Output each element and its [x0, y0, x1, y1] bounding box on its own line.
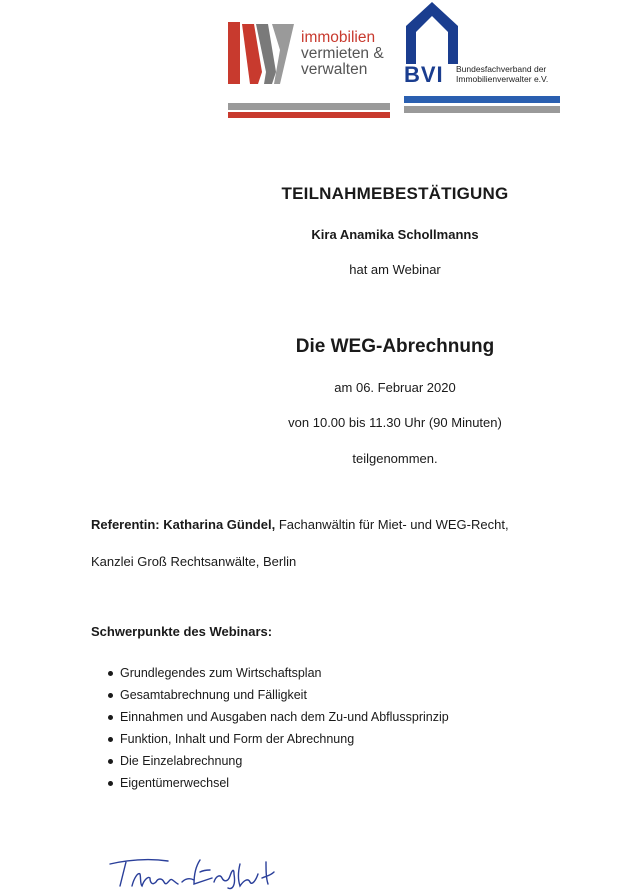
intro-text: hat am Webinar [349, 262, 441, 277]
list-item-text: Die Einzelabrechnung [120, 754, 243, 768]
bvi-description [456, 64, 548, 84]
bullet-icon [108, 693, 113, 698]
closing-text: teilgenommen. [352, 451, 438, 466]
participant-name: Kira Anamika Schollmanns [311, 227, 479, 242]
bullet-icon [108, 737, 113, 742]
list-item [108, 684, 449, 706]
speaker-label: Referentin: Katharina Gündel, [91, 517, 276, 532]
ivw-logo-text [301, 30, 384, 78]
list-item-text: Eigentümerwechsel [120, 776, 230, 790]
certificate-heading: TEILNAHMEBESTÄTIGUNG [281, 184, 509, 203]
focus-heading: Schwerpunkte des Webinars: [91, 624, 273, 639]
bvi-gray-bar [404, 106, 560, 113]
bullet-icon [108, 671, 113, 676]
speaker-line [91, 517, 509, 532]
bvi-house-icon [406, 2, 458, 64]
focus-list [108, 662, 449, 794]
list-item-text: Funktion, Inhalt und Form der Abrechnung [120, 732, 355, 746]
bvi-blue-bar [404, 96, 560, 103]
bvi-letters: BVI [404, 62, 444, 87]
bvi-desc-line-1: Bundesfachverband der [456, 64, 547, 74]
list-item-text: Gesamtabrechnung und Fälligkeit [120, 688, 307, 702]
speaker-firm: Kanzlei Groß Rechtsanwälte, Berlin [91, 554, 297, 569]
speaker-role: Fachanwältin für Miet- und WEG-Recht, [275, 517, 509, 532]
bullet-icon [108, 781, 113, 786]
webinar-date: am 06. Februar 2020 [334, 380, 456, 395]
ivw-logo [228, 20, 390, 118]
list-item-text: Grundlegendes zum Wirtschaftsplan [120, 666, 322, 680]
ivw-line-1: immobilien [301, 29, 376, 46]
bullet-icon [108, 759, 113, 764]
ivw-line-2: vermieten & [301, 45, 384, 62]
webinar-title: Die WEG-Abrechnung [295, 336, 495, 357]
ivw-red-bar [228, 112, 390, 118]
handwritten-signature [108, 852, 278, 892]
list-item [108, 706, 449, 728]
ivw-logo-mark-icon [228, 20, 296, 90]
webinar-time: von 10.00 bis 11.30 Uhr (90 Minuten) [288, 415, 502, 430]
bvi-desc-line-2: Immobilienverwalter e.V. [456, 74, 549, 84]
list-item [108, 662, 449, 684]
list-item [108, 728, 449, 750]
list-item [108, 750, 449, 772]
list-item-text: Einnahmen und Ausgaben nach dem Zu-und Abflussprinzip [120, 710, 449, 724]
ivw-gray-bar [228, 103, 390, 110]
ivw-line-3: verwalten [301, 61, 368, 78]
list-item [108, 772, 449, 794]
bvi-logo [404, 2, 564, 118]
bullet-icon [108, 715, 113, 720]
